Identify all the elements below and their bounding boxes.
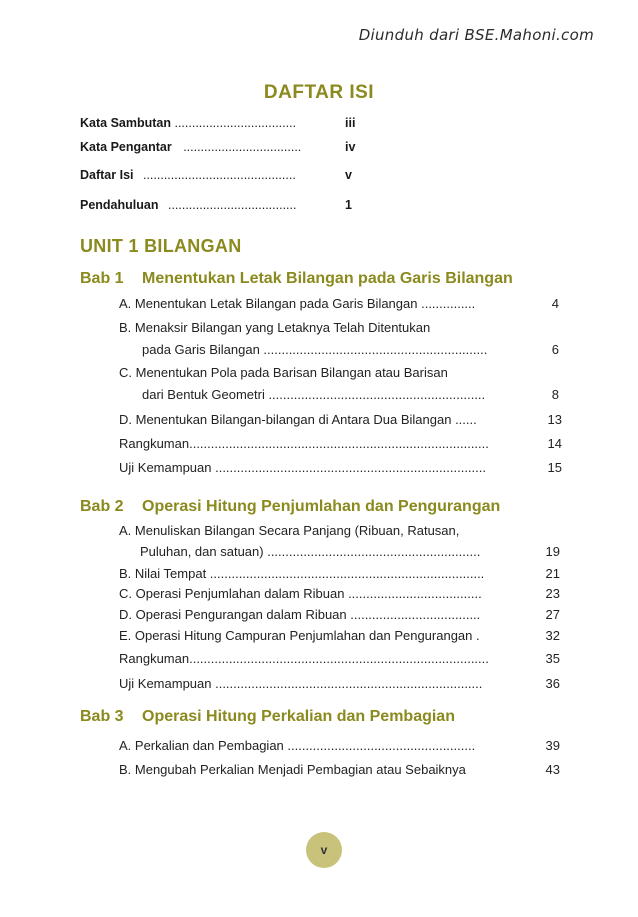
toc-entry: Rangkuman...................................................................................: [119, 651, 489, 666]
chapter-title: Operasi Hitung Perkalian dan Pembagian: [142, 708, 455, 725]
unit-heading: UNIT 1 BILANGAN: [80, 236, 242, 256]
toc-entry: C. Menentukan Pola pada Barisan Bilangan atau Barisan: [119, 365, 448, 380]
front-dots: ............................................: [142, 168, 296, 182]
toc-entry: Uji Kemampuan ..........................................................................: [119, 676, 483, 691]
page-title: DAFTAR ISI: [263, 82, 375, 103]
toc-entry: Rangkuman...................................................................................: [119, 436, 489, 451]
toc-entry: E. Operasi Hitung Campuran Penjumlahan dan Pengurangan .: [119, 628, 480, 643]
toc-entry: A. Menuliskan Bilangan Secara Panjang (Ribuan, Ratusan,: [119, 523, 460, 538]
entry-page-number: 14: [547, 436, 562, 451]
toc-front-entry: [80, 168, 296, 182]
toc-entry: A. Perkalian dan Pembagian ....................................................: [119, 738, 476, 753]
entry-page-number: 13: [547, 412, 562, 427]
toc-entry: C. Operasi Penjumlahan dalam Ribuan .....................................: [119, 586, 482, 601]
toc-entry: B. Nilai Tempat ............................................................................: [119, 566, 485, 581]
front-label: Pendahuluan: [80, 198, 159, 212]
entry-page-number: 27: [545, 607, 560, 622]
chapter-title: Operasi Hitung Penjumlahan dan Pengurangan: [142, 498, 501, 515]
chapter-number: Bab 1: [80, 270, 124, 287]
front-dots: ..................................: [183, 140, 302, 154]
chapter-number: Bab 2: [80, 498, 124, 515]
entry-page-number: 8: [551, 387, 559, 402]
front-dots: ...................................: [174, 116, 297, 130]
entry-page-number: 15: [547, 460, 562, 475]
front-label: Kata Sambutan: [80, 116, 171, 130]
chapter-number: Bab 3: [80, 708, 124, 725]
chapter-title: Menentukan Letak Bilangan pada Garis Bilangan: [142, 270, 513, 287]
front-page-number: v: [345, 168, 352, 182]
toc-front-entry: [80, 140, 301, 154]
page-number-badge: [306, 832, 342, 868]
front-page-number: iv: [345, 140, 356, 154]
front-page-number: iii: [345, 116, 356, 130]
toc-entry: B. Menaksir Bilangan yang Letaknya Telah Ditentukan: [119, 320, 431, 335]
toc-entry: Uji Kemampuan ...........................................................................: [119, 460, 486, 475]
toc-entry: D. Operasi Pengurangan dalam Ribuan ....................................: [119, 607, 481, 622]
toc-entry: B. Mengubah Perkalian Menjadi Pembagian atau Sebaiknya: [119, 762, 466, 777]
toc-front-entry: [80, 198, 296, 212]
toc-entry: A. Menentukan Letak Bilangan pada Garis Bilangan ...............: [119, 296, 476, 311]
entry-page-number: 39: [545, 738, 560, 753]
entry-page-number: 35: [545, 651, 560, 666]
entry-page-number: 36: [545, 676, 560, 691]
entry-page-number: 43: [545, 762, 560, 777]
toc-entry: D. Menentukan Bilangan-bilangan di Antara Dua Bilangan ......: [119, 412, 477, 427]
entry-page-number: 4: [551, 296, 559, 311]
front-dots: .....................................: [167, 198, 297, 212]
front-label: Daftar Isi: [80, 168, 134, 182]
entry-page-number: 32: [545, 628, 560, 643]
entry-page-number: 21: [545, 566, 560, 581]
source-watermark: Diunduh dari BSE.Mahoni.com: [358, 26, 594, 44]
front-label: Kata Pengantar: [80, 140, 172, 154]
toc-entry-continuation: pada Garis Bilangan ..............................................................: [142, 342, 488, 357]
front-page-number: 1: [345, 198, 352, 212]
entry-page-number: 19: [545, 544, 560, 559]
entry-page-number: 6: [551, 342, 559, 357]
toc-entry-continuation: Puluhan, dan satuan) ...........................................................: [140, 544, 481, 559]
page-number: v: [320, 843, 328, 857]
entry-page-number: 23: [545, 586, 560, 601]
toc-front-entry: [80, 116, 296, 130]
toc-entry-continuation: dari Bentuk Geometri ............................................................: [142, 387, 486, 402]
